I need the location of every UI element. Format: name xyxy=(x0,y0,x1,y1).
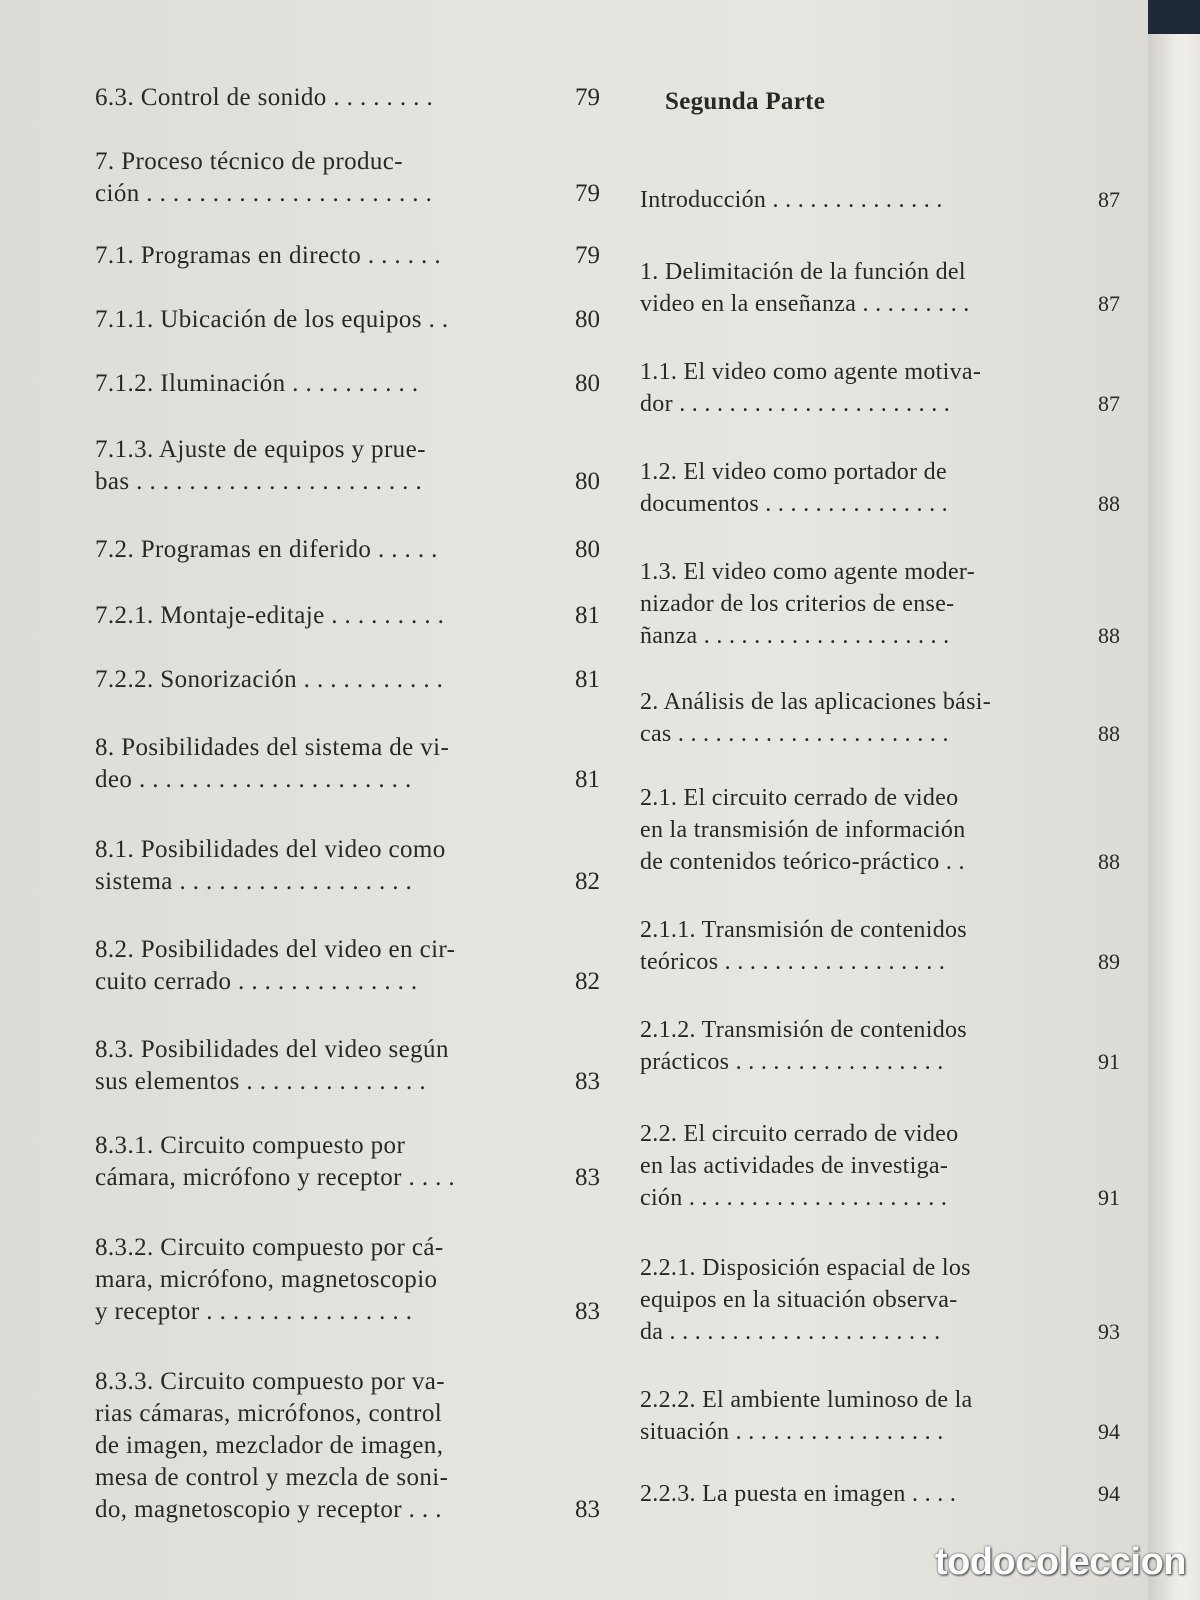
toc-entry-text: 7. Proceso técnico de produc- ción . . . . . . . . . . . . . . . . . . . . . . xyxy=(95,148,433,207)
toc-page-number: 80 xyxy=(575,468,600,495)
toc-entry xyxy=(95,600,600,632)
toc-page-number: 82 xyxy=(575,968,600,995)
toc-entry-text: 2.1. El circuito cerrado de video en la transmisión de información de contenidos teórico-práctico . . xyxy=(640,785,966,875)
toc-entry xyxy=(95,1366,600,1526)
toc-entry-text: 1. Delimitación de la función del video en la enseñanza . . . . . . . . . xyxy=(640,259,970,317)
toc-entry xyxy=(640,556,1120,652)
toc-page-number: 83 xyxy=(575,1496,600,1523)
toc-page-number: 83 xyxy=(575,1068,600,1095)
toc-entry-text: 1.2. El video como portador de documentos . . . . . . . . . . . . . . . xyxy=(640,459,948,517)
toc-page-number: 80 xyxy=(575,370,600,397)
toc-entry-text: 2.2.3. La puesta en imagen . . . . xyxy=(640,1481,957,1507)
toc-page-number: 88 xyxy=(1098,623,1120,648)
toc-page-number: 81 xyxy=(575,666,600,693)
toc-page-number: 88 xyxy=(1098,849,1120,874)
toc-entry xyxy=(640,1252,1120,1348)
toc-entry-text: 8.3.1. Circuito compuesto por cámara, micrófono y receptor . . . . xyxy=(95,1132,456,1191)
toc-entry-text: 7.1.1. Ubicación de los equipos . . xyxy=(95,306,449,333)
toc-page-number: 82 xyxy=(575,868,600,895)
toc-page-number: 79 xyxy=(575,84,600,111)
page-edge xyxy=(1148,0,1200,1600)
toc-page-number: 88 xyxy=(1098,721,1120,746)
toc-page-number: 79 xyxy=(575,180,600,207)
toc-entry xyxy=(95,834,600,898)
section-title: Segunda Parte xyxy=(665,88,826,115)
toc-entry xyxy=(95,664,600,696)
toc-entry xyxy=(640,914,1120,978)
toc-entry-text: 8.3.2. Circuito compuesto por cá- mara, micrófono, magnetoscopio y receptor . . . . . . . . . . . . . . . . xyxy=(95,1234,444,1325)
toc-entry xyxy=(95,1130,600,1194)
toc-entry-text: 7.1.2. Iluminación . . . . . . . . . . xyxy=(95,370,419,397)
toc-entry xyxy=(95,934,600,998)
toc-entry xyxy=(640,1384,1120,1448)
toc-entry xyxy=(640,184,1120,216)
toc-page-number: 83 xyxy=(575,1164,600,1191)
toc-entry xyxy=(640,256,1120,320)
toc-page-number: 89 xyxy=(1098,949,1120,974)
toc-entry xyxy=(640,456,1120,520)
toc-page-number: 83 xyxy=(575,1298,600,1325)
toc-entry xyxy=(95,1232,600,1328)
toc-entry-text: 2.1.2. Transmisión de contenidos prácticos . . . . . . . . . . . . . . . . . xyxy=(640,1017,967,1075)
toc-entry xyxy=(640,686,1120,750)
toc-page-number: 94 xyxy=(1098,1419,1120,1444)
toc-page-number: 91 xyxy=(1098,1185,1120,1210)
toc-entry xyxy=(95,732,600,796)
toc-entry xyxy=(95,1034,600,1098)
toc-entry-text: 1.1. El video como agente motiva- dor . . . . . . . . . . . . . . . . . . . . . . xyxy=(640,359,982,417)
toc-page-number: 81 xyxy=(575,602,600,629)
toc-entry-text: 7.1.3. Ajuste de equipos y prue- bas . . . . . . . . . . . . . . . . . . . . . . xyxy=(95,436,426,495)
toc-page-number: 93 xyxy=(1098,1319,1120,1344)
toc-entry xyxy=(640,782,1120,878)
toc-page-number: 87 xyxy=(1098,187,1120,212)
toc-entry-text: 6.3. Control de sonido . . . . . . . . xyxy=(95,84,434,111)
toc-entry-text: 8.2. Posibilidades del video en cir- cuito cerrado . . . . . . . . . . . . . . xyxy=(95,936,456,995)
watermark-logo: todocoleccion xyxy=(934,1541,1186,1583)
toc-entry-text: 7.1. Programas en directo . . . . . . xyxy=(95,242,441,269)
toc-entry xyxy=(95,534,600,566)
toc-entry-text: Introducción . . . . . . . . . . . . . . xyxy=(640,187,943,213)
toc-entry-text: 2.2.2. El ambiente luminoso de la situación . . . . . . . . . . . . . . . . . xyxy=(640,1387,973,1445)
toc-entry xyxy=(640,1118,1120,1214)
toc-page-number: 80 xyxy=(575,306,600,333)
background-corner xyxy=(1148,0,1200,34)
toc-page-number: 79 xyxy=(575,242,600,269)
toc-entry xyxy=(95,240,600,272)
toc-page-number: 87 xyxy=(1098,291,1120,316)
toc-entry-text: 2.1.1. Transmisión de contenidos teóricos . . . . . . . . . . . . . . . . . . xyxy=(640,917,967,975)
toc-entry xyxy=(95,82,600,114)
toc-page-number: 91 xyxy=(1098,1049,1120,1074)
toc-entry xyxy=(95,368,600,400)
toc-entry-text: 8.3. Posibilidades del video según sus elementos . . . . . . . . . . . . . . xyxy=(95,1036,449,1095)
toc-entry xyxy=(640,1014,1120,1078)
toc-entry-text: 7.2.2. Sonorización . . . . . . . . . . . xyxy=(95,666,444,693)
toc-entry-text: 1.3. El video como agente moder- nizador de los criterios de ense- ñanza . . . . . . . . . . . . . . . . . . . . xyxy=(640,559,976,649)
toc-entry-text: 2.2. El circuito cerrado de video en las actividades de investiga- ción . . . . . . . . . . . . . . . . . . . . . xyxy=(640,1121,959,1211)
toc-page-number: 80 xyxy=(575,536,600,563)
toc-entry xyxy=(95,146,600,210)
toc-entry-text: 8. Posibilidades del sistema de vi- deo . . . . . . . . . . . . . . . . . . . . . xyxy=(95,734,450,793)
toc-page-number: 87 xyxy=(1098,391,1120,416)
toc-entry xyxy=(640,1478,1120,1510)
toc-entry xyxy=(95,304,600,336)
toc-entry xyxy=(640,356,1120,420)
toc-entry-text: 8.1. Posibilidades del video como sistema . . . . . . . . . . . . . . . . . . xyxy=(95,836,446,895)
toc-entry-text: 7.2. Programas en diferido . . . . . xyxy=(95,536,438,563)
toc-page-number: 81 xyxy=(575,766,600,793)
toc-page-number: 88 xyxy=(1098,491,1120,516)
toc-entry-text: 8.3.3. Circuito compuesto por va- rias cámaras, micrófonos, control de imagen, mezclador de imagen, mesa de control y mezcla de soni- do, magnetoscopio y receptor . . . xyxy=(95,1368,449,1523)
toc-entry xyxy=(95,434,600,498)
toc-page-number: 94 xyxy=(1098,1481,1120,1506)
toc-entry-text: 2. Análisis de las aplicaciones bási- cas . . . . . . . . . . . . . . . . . . . . . . xyxy=(640,689,992,747)
toc-entry-text: 2.2.1. Disposición espacial de los equipos en la situación observa- da . . . . . . . . . . . . . . . . . . . . . . xyxy=(640,1255,971,1345)
toc-entry-text: 7.2.1. Montaje-editaje . . . . . . . . . xyxy=(95,602,445,629)
